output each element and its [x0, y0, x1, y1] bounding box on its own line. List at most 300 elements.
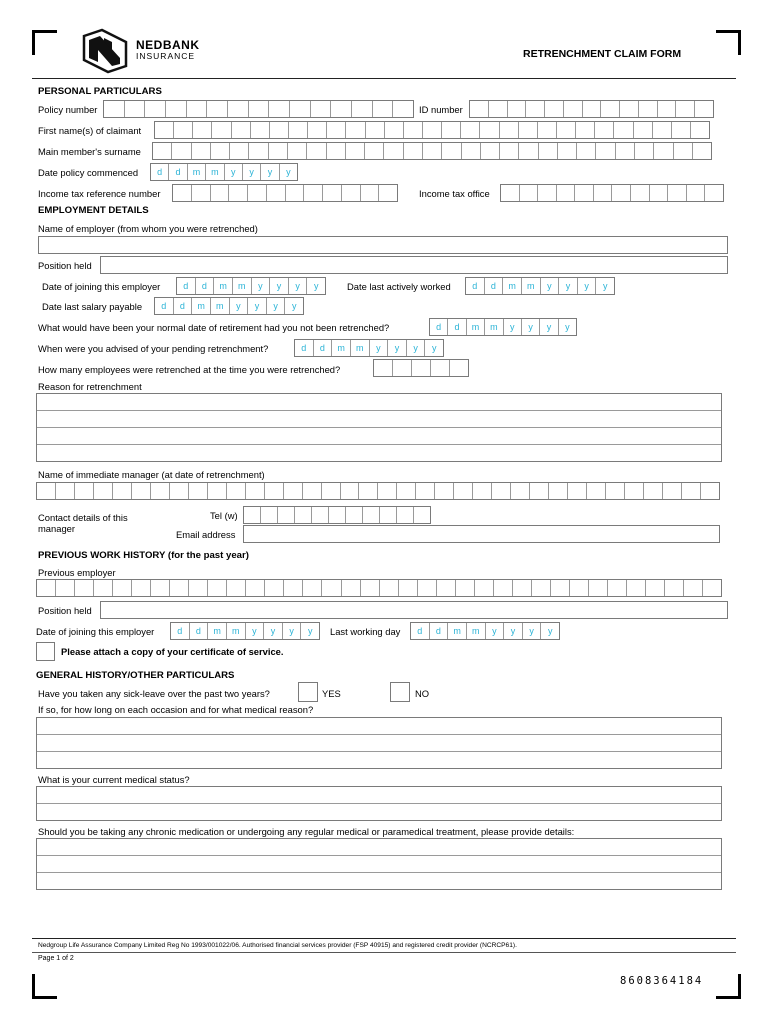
character-cell[interactable]	[384, 143, 403, 159]
date-placeholder: y	[264, 623, 283, 639]
text-row[interactable]	[37, 718, 721, 735]
date-placeholder: y	[547, 626, 553, 636]
character-cell[interactable]	[412, 360, 431, 376]
character-cell[interactable]	[539, 143, 558, 159]
if-so-label: If so, for how long on each occasion and for what medical reason?	[38, 704, 314, 715]
character-cell[interactable]	[489, 101, 508, 117]
character-cell[interactable]	[435, 483, 454, 499]
character-cell[interactable]	[538, 185, 557, 201]
attach-note: Please attach a copy of your certificate of service.	[61, 646, 284, 657]
character-cell[interactable]	[601, 101, 620, 117]
character-cell[interactable]	[304, 185, 323, 201]
date-placeholder: y	[313, 281, 319, 291]
character-cell[interactable]	[94, 483, 113, 499]
character-cell[interactable]	[361, 185, 380, 201]
sick-leave-yes-checkbox[interactable]	[298, 682, 318, 702]
character-cell[interactable]	[37, 483, 56, 499]
character-cell[interactable]	[620, 101, 639, 117]
tax-office-input[interactable]	[500, 184, 724, 202]
nedbank-logo	[80, 28, 220, 74]
character-cell[interactable]	[703, 580, 721, 596]
character-cell[interactable]	[341, 483, 360, 499]
sick-leave-label: Have you taken any sick-leave over the past two years?	[38, 688, 270, 699]
character-cell[interactable]	[492, 483, 511, 499]
date-placeholder: m	[188, 164, 206, 180]
email-input[interactable]	[243, 525, 720, 543]
character-cell[interactable]	[442, 122, 461, 138]
character-cell[interactable]	[596, 143, 615, 159]
character-cell[interactable]	[646, 580, 665, 596]
position-input[interactable]	[100, 256, 728, 274]
character-cell[interactable]	[327, 143, 346, 159]
character-cell[interactable]	[193, 122, 212, 138]
general-heading: GENERAL HISTORY/OTHER PARTICULARS	[36, 670, 235, 681]
last-working-day-input[interactable]	[410, 622, 560, 640]
character-cell[interactable]	[359, 483, 378, 499]
character-cell[interactable]	[418, 580, 437, 596]
date-placeholder: m	[351, 340, 370, 356]
character-cell[interactable]	[323, 185, 342, 201]
character-cell[interactable]	[322, 580, 341, 596]
character-cell[interactable]	[192, 185, 211, 201]
character-cell[interactable]	[361, 580, 380, 596]
character-cell[interactable]	[192, 143, 211, 159]
character-cell[interactable]	[654, 143, 673, 159]
character-cell[interactable]	[663, 483, 682, 499]
character-cell[interactable]	[187, 101, 208, 117]
character-cell[interactable]	[462, 143, 481, 159]
character-cell[interactable]	[331, 101, 352, 117]
character-cell[interactable]	[308, 122, 327, 138]
character-cell[interactable]	[295, 507, 312, 523]
character-cell[interactable]	[691, 122, 709, 138]
character-cell[interactable]	[208, 483, 227, 499]
character-cell[interactable]	[229, 185, 248, 201]
employer-name-input[interactable]	[38, 236, 728, 254]
tax-ref-label: Income tax reference number	[38, 188, 161, 199]
character-cell[interactable]	[526, 101, 545, 117]
character-cell[interactable]	[261, 507, 278, 523]
date-placeholder: d	[411, 623, 430, 639]
date-placeholder: d	[430, 319, 448, 335]
character-cell[interactable]	[346, 143, 365, 159]
tel-label: Tel (w)	[210, 510, 238, 521]
character-cell[interactable]	[244, 507, 261, 523]
character-cell[interactable]	[288, 143, 307, 159]
character-cell[interactable]	[576, 122, 595, 138]
character-cell[interactable]	[303, 483, 322, 499]
text-row[interactable]	[37, 445, 721, 462]
character-cell[interactable]	[342, 580, 361, 596]
character-cell[interactable]	[456, 580, 475, 596]
manager-name-label: Name of immediate manager (at date of retrenchment)	[38, 469, 265, 480]
character-cell[interactable]	[414, 507, 430, 523]
character-cell[interactable]	[557, 185, 576, 201]
character-cell[interactable]	[404, 143, 423, 159]
date-placeholder: y	[246, 623, 265, 639]
character-cell[interactable]	[594, 185, 613, 201]
normal-retirement-label: What would have been your normal date of retirement had you not been retrenched?	[38, 322, 390, 333]
character-cell[interactable]	[568, 483, 587, 499]
last-working-day-label: Last working day	[330, 626, 401, 637]
character-cell[interactable]	[104, 101, 125, 117]
character-cell[interactable]	[423, 122, 442, 138]
character-cell[interactable]	[558, 143, 577, 159]
character-cell[interactable]	[380, 507, 397, 523]
character-cell[interactable]	[373, 101, 394, 117]
character-cell[interactable]	[208, 580, 227, 596]
character-cell[interactable]	[172, 143, 191, 159]
character-cell[interactable]	[173, 185, 192, 201]
character-cell[interactable]	[470, 101, 489, 117]
character-cell[interactable]	[189, 580, 208, 596]
character-cell[interactable]	[303, 580, 322, 596]
character-cell[interactable]	[570, 580, 589, 596]
personal-heading: PERSONAL PARTICULARS	[38, 86, 162, 97]
text-row[interactable]	[37, 839, 721, 856]
date-placeholder: m	[211, 298, 230, 314]
character-cell[interactable]	[249, 101, 270, 117]
character-cell[interactable]	[511, 483, 530, 499]
date-placeholder: m	[448, 623, 467, 639]
character-cell[interactable]	[94, 580, 113, 596]
character-cell[interactable]	[378, 483, 397, 499]
character-cell[interactable]	[639, 101, 658, 117]
character-cell[interactable]	[608, 580, 627, 596]
character-cell[interactable]	[284, 483, 303, 499]
previous-heading: PREVIOUS WORK HISTORY (for the past year)	[38, 550, 249, 561]
character-cell[interactable]	[251, 122, 270, 138]
character-cell[interactable]	[665, 580, 684, 596]
character-cell[interactable]	[606, 483, 625, 499]
character-cell[interactable]	[284, 580, 303, 596]
character-cell[interactable]	[327, 122, 346, 138]
date-advised-input[interactable]	[294, 339, 444, 357]
date-placeholder: d	[171, 623, 190, 639]
text-row[interactable]	[37, 752, 721, 769]
date-placeholder: y	[270, 278, 289, 294]
employer-name-label: Name of employer (from whom you were retrenched)	[38, 223, 258, 234]
character-cell[interactable]	[374, 360, 393, 376]
character-cell[interactable]	[687, 185, 706, 201]
brand-name: NEDBANK	[136, 38, 200, 52]
character-cell[interactable]	[385, 122, 404, 138]
character-cell[interactable]	[227, 580, 246, 596]
reason-input[interactable]	[36, 393, 722, 462]
character-cell[interactable]	[399, 580, 418, 596]
character-cell[interactable]	[267, 185, 286, 201]
manager-name-input[interactable]	[36, 482, 720, 500]
character-cell[interactable]	[437, 580, 456, 596]
character-cell[interactable]	[583, 101, 602, 117]
character-cell[interactable]	[153, 143, 172, 159]
date-last-worked-input[interactable]	[465, 277, 615, 295]
character-cell[interactable]	[228, 101, 249, 117]
character-cell[interactable]	[132, 580, 151, 596]
character-cell[interactable]	[564, 101, 583, 117]
contact-details-label: Contact details of this manager	[38, 512, 128, 534]
character-cell[interactable]	[500, 143, 519, 159]
date-last-salary-label: Date last salary payable	[42, 301, 143, 312]
header-rule	[32, 78, 736, 79]
character-cell[interactable]	[151, 580, 170, 596]
id-number-label: ID number	[419, 104, 463, 115]
certificate-checkbox[interactable]	[36, 642, 55, 661]
text-row[interactable]	[37, 428, 721, 445]
previous-date-joining-input[interactable]	[170, 622, 320, 640]
character-cell[interactable]	[248, 185, 267, 201]
character-cell[interactable]	[519, 122, 538, 138]
character-cell[interactable]	[625, 483, 644, 499]
character-cell[interactable]	[125, 101, 146, 117]
id-number-input[interactable]	[469, 100, 714, 118]
character-cell[interactable]	[346, 507, 363, 523]
character-cell[interactable]	[475, 580, 494, 596]
character-cell[interactable]	[265, 483, 284, 499]
date-last-salary-input[interactable]	[154, 297, 304, 315]
character-cell[interactable]	[227, 483, 246, 499]
character-cell[interactable]	[658, 101, 677, 117]
character-cell[interactable]	[653, 122, 672, 138]
character-cell[interactable]	[650, 185, 669, 201]
character-cell[interactable]	[246, 483, 265, 499]
character-cell[interactable]	[461, 122, 480, 138]
character-cell[interactable]	[494, 580, 513, 596]
character-cell[interactable]	[473, 483, 492, 499]
character-cell[interactable]	[631, 185, 650, 201]
character-cell[interactable]	[189, 483, 208, 499]
character-cell[interactable]	[270, 122, 289, 138]
date-placeholder: y	[504, 319, 522, 335]
date-placeholder: m	[467, 623, 486, 639]
date-placeholder: m	[522, 278, 541, 294]
character-cell[interactable]	[508, 101, 527, 117]
character-cell[interactable]	[174, 122, 193, 138]
medical-status-input[interactable]	[36, 786, 722, 821]
reason-label: Reason for retrenchment	[38, 381, 142, 392]
character-cell[interactable]	[668, 185, 687, 201]
character-cell[interactable]	[342, 185, 361, 201]
character-cell[interactable]	[75, 483, 94, 499]
character-cell[interactable]	[365, 143, 384, 159]
date-placeholder: m	[503, 278, 522, 294]
tel-input[interactable]	[243, 506, 431, 524]
character-cell[interactable]	[644, 483, 663, 499]
character-cell[interactable]	[612, 185, 631, 201]
date-placeholder: m	[192, 298, 211, 314]
character-cell[interactable]	[538, 122, 557, 138]
first-names-label: First name(s) of claimant	[38, 125, 142, 136]
footer-rule	[32, 938, 736, 939]
character-cell[interactable]	[329, 507, 346, 523]
position-label: Position held	[38, 260, 92, 271]
previous-position-label: Position held	[38, 605, 92, 616]
character-cell[interactable]	[132, 483, 151, 499]
character-cell[interactable]	[501, 185, 520, 201]
character-cell[interactable]	[635, 143, 654, 159]
character-cell[interactable]	[380, 580, 399, 596]
num-retrenched-input[interactable]	[373, 359, 469, 377]
text-row[interactable]	[37, 787, 721, 804]
character-cell[interactable]	[352, 101, 373, 117]
character-cell[interactable]	[397, 507, 414, 523]
character-cell[interactable]	[549, 483, 568, 499]
text-row[interactable]	[37, 411, 721, 428]
character-cell[interactable]	[627, 580, 646, 596]
date-placeholder: d	[430, 623, 449, 639]
date-placeholder: y	[407, 340, 426, 356]
previous-employer-input[interactable]	[36, 579, 722, 597]
character-cell[interactable]	[170, 483, 189, 499]
character-cell[interactable]	[416, 483, 435, 499]
surname-input[interactable]	[152, 142, 712, 160]
character-cell[interactable]	[513, 580, 532, 596]
date-placeholder: y	[230, 298, 249, 314]
text-row[interactable]	[37, 735, 721, 752]
character-cell[interactable]	[423, 143, 442, 159]
character-cell[interactable]	[312, 507, 329, 523]
date-commenced-label: Date policy commenced	[38, 167, 139, 178]
character-cell[interactable]	[289, 122, 308, 138]
character-cell[interactable]	[701, 483, 719, 499]
character-cell[interactable]	[575, 185, 594, 201]
character-cell[interactable]	[346, 122, 365, 138]
character-cell[interactable]	[207, 101, 228, 117]
character-cell[interactable]	[37, 580, 56, 596]
character-cell[interactable]	[614, 122, 633, 138]
character-cell[interactable]	[545, 101, 564, 117]
sick-leave-no-checkbox[interactable]	[390, 682, 410, 702]
character-cell[interactable]	[587, 483, 606, 499]
character-cell[interactable]	[450, 360, 468, 376]
character-cell[interactable]	[269, 143, 288, 159]
character-cell[interactable]	[634, 122, 653, 138]
character-cell[interactable]	[211, 185, 230, 201]
character-cell[interactable]	[695, 101, 713, 117]
character-cell[interactable]	[674, 143, 693, 159]
character-cell[interactable]	[166, 101, 187, 117]
character-cell[interactable]	[265, 580, 284, 596]
character-cell[interactable]	[480, 122, 499, 138]
text-row[interactable]	[37, 873, 721, 890]
date-placeholder: y	[283, 623, 302, 639]
text-row[interactable]	[37, 804, 721, 821]
character-cell[interactable]	[113, 483, 132, 499]
corner-mark-top-right	[716, 30, 741, 55]
character-cell[interactable]	[307, 143, 326, 159]
character-cell[interactable]	[278, 507, 295, 523]
chronic-input[interactable]	[36, 838, 722, 890]
character-cell[interactable]	[113, 580, 132, 596]
previous-date-joining-label: Date of joining this employer	[36, 626, 155, 637]
character-cell[interactable]	[155, 122, 174, 138]
character-cell[interactable]	[212, 122, 231, 138]
character-cell[interactable]	[616, 143, 635, 159]
character-cell[interactable]	[404, 122, 423, 138]
character-cell[interactable]	[366, 122, 385, 138]
character-cell[interactable]	[151, 483, 170, 499]
character-cell[interactable]	[595, 122, 614, 138]
character-cell[interactable]	[145, 101, 166, 117]
footer-page-rule	[32, 952, 736, 953]
date-placeholder: d	[485, 278, 504, 294]
character-cell[interactable]	[311, 101, 332, 117]
character-cell[interactable]	[530, 483, 549, 499]
character-cell[interactable]	[519, 143, 538, 159]
character-cell[interactable]	[454, 483, 473, 499]
sick-leave-yes-label: YES	[322, 688, 341, 699]
date-joining-input[interactable]	[176, 277, 326, 295]
date-placeholder: m	[206, 164, 224, 180]
character-cell[interactable]	[557, 122, 576, 138]
character-cell[interactable]	[286, 185, 305, 201]
character-cell[interactable]	[577, 143, 596, 159]
character-cell[interactable]	[249, 143, 268, 159]
character-cell[interactable]	[481, 143, 500, 159]
if-so-input[interactable]	[36, 717, 722, 769]
character-cell[interactable]	[397, 483, 416, 499]
character-cell[interactable]	[393, 360, 412, 376]
character-cell[interactable]	[442, 143, 461, 159]
normal-retirement-input[interactable]	[429, 318, 577, 336]
sick-leave-no-label: NO	[415, 688, 430, 699]
first-names-input[interactable]	[154, 121, 710, 139]
character-cell[interactable]	[676, 101, 695, 117]
character-cell[interactable]	[290, 101, 311, 117]
character-cell[interactable]	[705, 185, 723, 201]
date-placeholder: d	[314, 340, 333, 356]
date-commenced-input[interactable]	[150, 163, 298, 181]
character-cell[interactable]	[230, 143, 249, 159]
date-placeholder: y	[289, 278, 308, 294]
character-cell[interactable]	[589, 580, 608, 596]
character-cell[interactable]	[532, 580, 551, 596]
character-cell[interactable]	[551, 580, 570, 596]
character-cell[interactable]	[431, 360, 450, 376]
date-placeholder: y	[267, 298, 286, 314]
date-placeholder: y	[602, 281, 608, 291]
character-cell[interactable]	[211, 143, 230, 159]
character-cell[interactable]	[379, 185, 397, 201]
character-cell[interactable]	[246, 580, 265, 596]
character-cell[interactable]	[672, 122, 691, 138]
character-cell[interactable]	[393, 101, 413, 117]
character-cell[interactable]	[232, 122, 251, 138]
date-joining-label: Date of joining this employer	[42, 281, 161, 292]
character-cell[interactable]	[56, 580, 75, 596]
character-cell[interactable]	[269, 101, 290, 117]
text-row[interactable]	[37, 394, 721, 411]
character-cell[interactable]	[693, 143, 711, 159]
character-cell[interactable]	[170, 580, 189, 596]
previous-position-input[interactable]	[100, 601, 728, 619]
text-row[interactable]	[37, 856, 721, 873]
tax-ref-input[interactable]	[172, 184, 398, 202]
character-cell[interactable]	[500, 122, 519, 138]
character-cell[interactable]	[520, 185, 539, 201]
character-cell[interactable]	[684, 580, 703, 596]
character-cell[interactable]	[322, 483, 341, 499]
character-cell[interactable]	[75, 580, 94, 596]
character-cell[interactable]	[363, 507, 380, 523]
character-cell[interactable]	[56, 483, 75, 499]
date-placeholder: y	[522, 319, 540, 335]
date-placeholder: d	[448, 319, 466, 335]
date-placeholder: y	[243, 164, 261, 180]
date-placeholder: y	[559, 278, 578, 294]
policy-number-input[interactable]	[103, 100, 414, 118]
character-cell[interactable]	[682, 483, 701, 499]
